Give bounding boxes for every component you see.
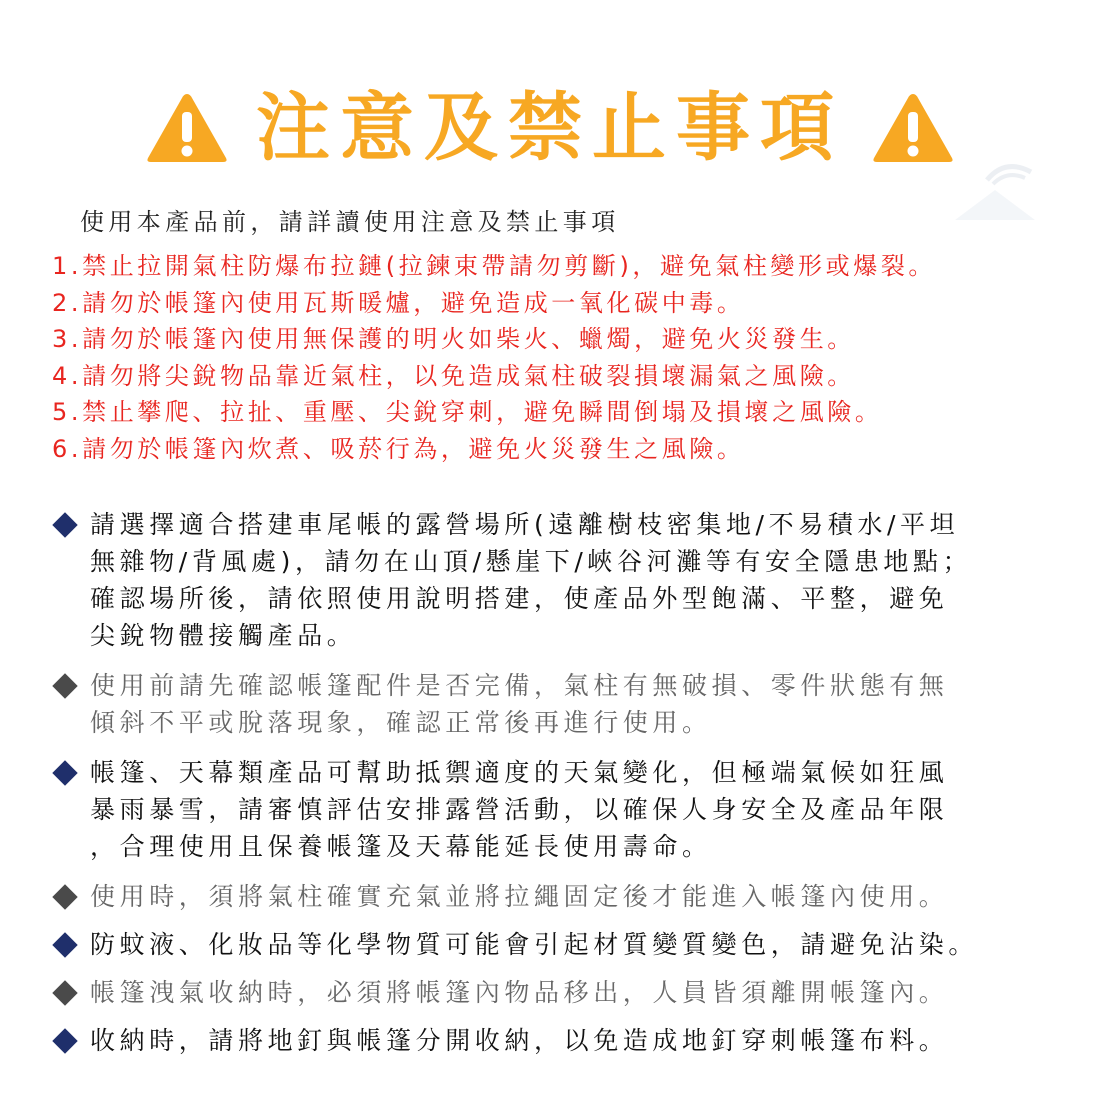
note-text: 帳篷、天幕類產品可幫助抵禦適度的天氣變化，但極端氣候如狂風 暴雨暴雪，請審慎評估安排露營活動，以確保人身安全及產品年限 ，合理使用且保養帳篷及天幕能延長使用壽命。 — [90, 758, 949, 861]
list-item: 5.禁止攀爬、拉扯、重壓、尖銳穿刺，避免瞬間倒塌及損壞之風險。 — [52, 398, 883, 426]
warning-triangle-icon — [144, 90, 230, 166]
diamond-bullet-icon — [52, 1028, 77, 1053]
diamond-bullet-icon — [52, 980, 77, 1005]
note-item — [50, 667, 1060, 741]
note-text: 收納時，請將地釘與帳篷分開收納，以免造成地釘穿刺帳篷布料。 — [90, 1026, 949, 1055]
diamond-bullet-icon — [52, 512, 77, 537]
note-item — [50, 506, 1060, 654]
prohibition-list — [52, 248, 936, 467]
note-text: 使用時，須將氣柱確實充氣並將拉繩固定後才能進入帳篷內使用。 — [90, 882, 949, 911]
note-item — [50, 878, 1060, 915]
note-item — [50, 754, 1060, 865]
note-item — [50, 1022, 1060, 1059]
intro-text: 使用本產品前，請詳讀使用注意及禁止事項 — [80, 208, 620, 236]
list-item: 3.請勿於帳篷內使用無保護的明火如柴火、蠟燭，避免火災發生。 — [52, 325, 855, 353]
list-item: 1.禁止拉開氣柱防爆布拉鏈(拉鍊束帶請勿剪斷)，避免氣柱變形或爆裂。 — [52, 252, 937, 280]
note-text: 帳篷洩氣收納時，必須將帳篷內物品移出，人員皆須離開帳篷內。 — [90, 978, 949, 1007]
diamond-bullet-icon — [52, 673, 77, 698]
note-text: 防蚊液、化妝品等化學物質可能會引起材質變質變色，請避免沾染。 — [90, 930, 979, 959]
note-text: 請選擇適合搭建車尾帳的露營場所(遠離樹枝密集地/不易積水/平坦 無雜物/背風處)，請勿在山頂/懸崖下/峽谷河灘等有安全隱患地點； 確認場所後，請依照使用說明搭建，使產品外型飽滿、平整，避免 尖銳物體接觸產品。 — [90, 510, 973, 650]
diamond-bullet-icon — [52, 884, 77, 909]
page-title: 注意及禁止事項 — [256, 85, 844, 171]
diamond-bullet-icon — [52, 932, 77, 957]
note-item — [50, 926, 1060, 963]
brand-logo-icon — [935, 150, 1065, 230]
list-item: 2.請勿於帳篷內使用瓦斯暖爐，避免造成一氧化碳中毒。 — [52, 288, 745, 317]
note-text: 使用前請先確認帳篷配件是否完備，氣柱有無破損、零件狀態有無 傾斜不平或脫落現象，確認正常後再進行使用。 — [90, 671, 949, 737]
note-item — [50, 974, 1060, 1011]
diamond-bullet-icon — [52, 760, 77, 785]
notes-list — [50, 506, 1060, 1059]
list-item: 4.請勿將尖銳物品靠近氣柱，以免造成氣柱破裂損壞漏氣之風險。 — [52, 361, 855, 390]
list-item: 6.請勿於帳篷內炊煮、吸菸行為，避免火災發生之風險。 — [52, 434, 745, 463]
